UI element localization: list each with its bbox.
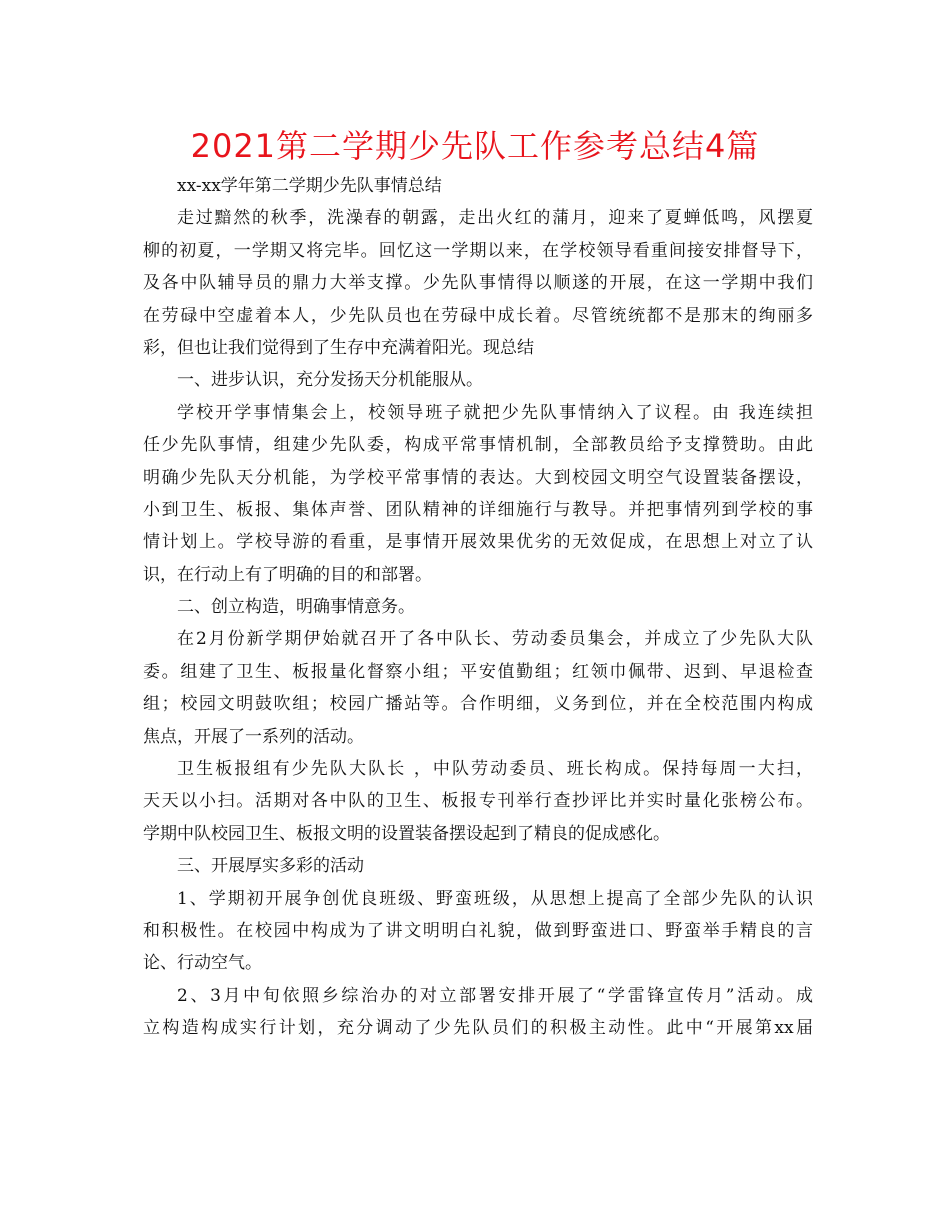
text-line: 在劳碌中空虚着本人，少先队员也在劳碌中成长着。尽管统统都不是那末的绚丽多	[143, 305, 813, 326]
text-line: 和积极性。在校园中构成为了讲文明明白礼貌，做到野蛮进口、野蛮举手精良的言	[143, 920, 813, 941]
text-line: 小到卫生、板报、集体声誉、团队精神的详细施行与教导。并把事情列到学校的事	[143, 499, 813, 520]
document-body	[143, 170, 813, 1045]
text-line: 一、进步认识，充分发扬天分机能服从。	[177, 370, 483, 391]
text-line: 在2月份新学期伊始就召开了各中队长、劳动委员集会，并成立了少先队大队	[177, 629, 813, 650]
text-line: 1、学期初开展争创优良班级、野蛮班级，从思想上提高了全部少先队的认识	[177, 888, 813, 909]
text-line: 论、行动空气。	[143, 953, 262, 974]
text-line: 学校开学事情集会上，校领导班子就把少先队事情纳入了议程。由 我连续担	[177, 402, 813, 423]
text-line: 焦点，开展了一系列的活动。	[143, 726, 364, 747]
text-line: 2、3月中旬依照乡综治办的对立部署安排开展了“学雷锋宣传月”活动。成	[177, 985, 813, 1006]
text-line: 识，在行动上有了明确的目的和部署。	[143, 564, 432, 585]
text-line: 彩，但也让我们觉得到了生存中充满着阳光。现总结	[143, 337, 534, 358]
text-line: 柳的初夏，一学期又将完毕。回忆这一学期以来，在学校领导看重间接安排督导下，	[143, 240, 813, 261]
text-line: 及各中队辅导员的鼎力大举支撑。少先队事情得以顺遂的开展，在这一学期中我们	[143, 273, 813, 294]
text-line: 天天以小扫。活期对各中队的卫生、板报专刊举行查抄评比并实时量化张榜公布。	[143, 791, 813, 812]
text-line: 任少先队事情，组建少先队委，构成平常事情机制，全部教员给予支撑赞助。由此	[143, 435, 813, 456]
text-line: 卫生板报组有少先队大队长 ，中队劳动委员、班长构成。保持每周一大扫，	[177, 759, 813, 780]
text-line: 学期中队校园卫生、板报文明的设置装备摆设起到了精良的促成感化。	[143, 823, 670, 844]
text-line: 情计划上。学校导游的看重，是事情开展效果优劣的无效促成，在思想上对立了认	[143, 532, 813, 553]
text-line: xx-xx学年第二学期少先队事情总结	[177, 176, 442, 196]
text-line: 立构造构成实行计划，充分调动了少先队员们的积极主动性。此中“开展第xx届	[143, 1018, 813, 1039]
text-line: 组；校园文明鼓吹组；校园广播站等。合作明细，义务到位，并在全校范围内构成	[143, 694, 813, 715]
text-line: 明确少先队天分机能，为学校平常事情的表达。大到校园文明空气设置装备摆设，	[143, 467, 813, 488]
document-title: 2021第二学期少先队工作参考总结4篇	[190, 127, 760, 165]
text-line: 走过黯然的秋季，洗澡春的朝露，走出火红的蒲月，迎来了夏蝉低鸣，风摆夏	[177, 208, 813, 229]
text-line: 二、创立构造，明确事情意务。	[177, 597, 415, 618]
text-line: 委。组建了卫生、板报量化督察小组；平安值勤组；红领巾佩带、迟到、早退检查	[143, 661, 813, 682]
text-line: 三、开展厚实多彩的活动	[177, 856, 364, 877]
